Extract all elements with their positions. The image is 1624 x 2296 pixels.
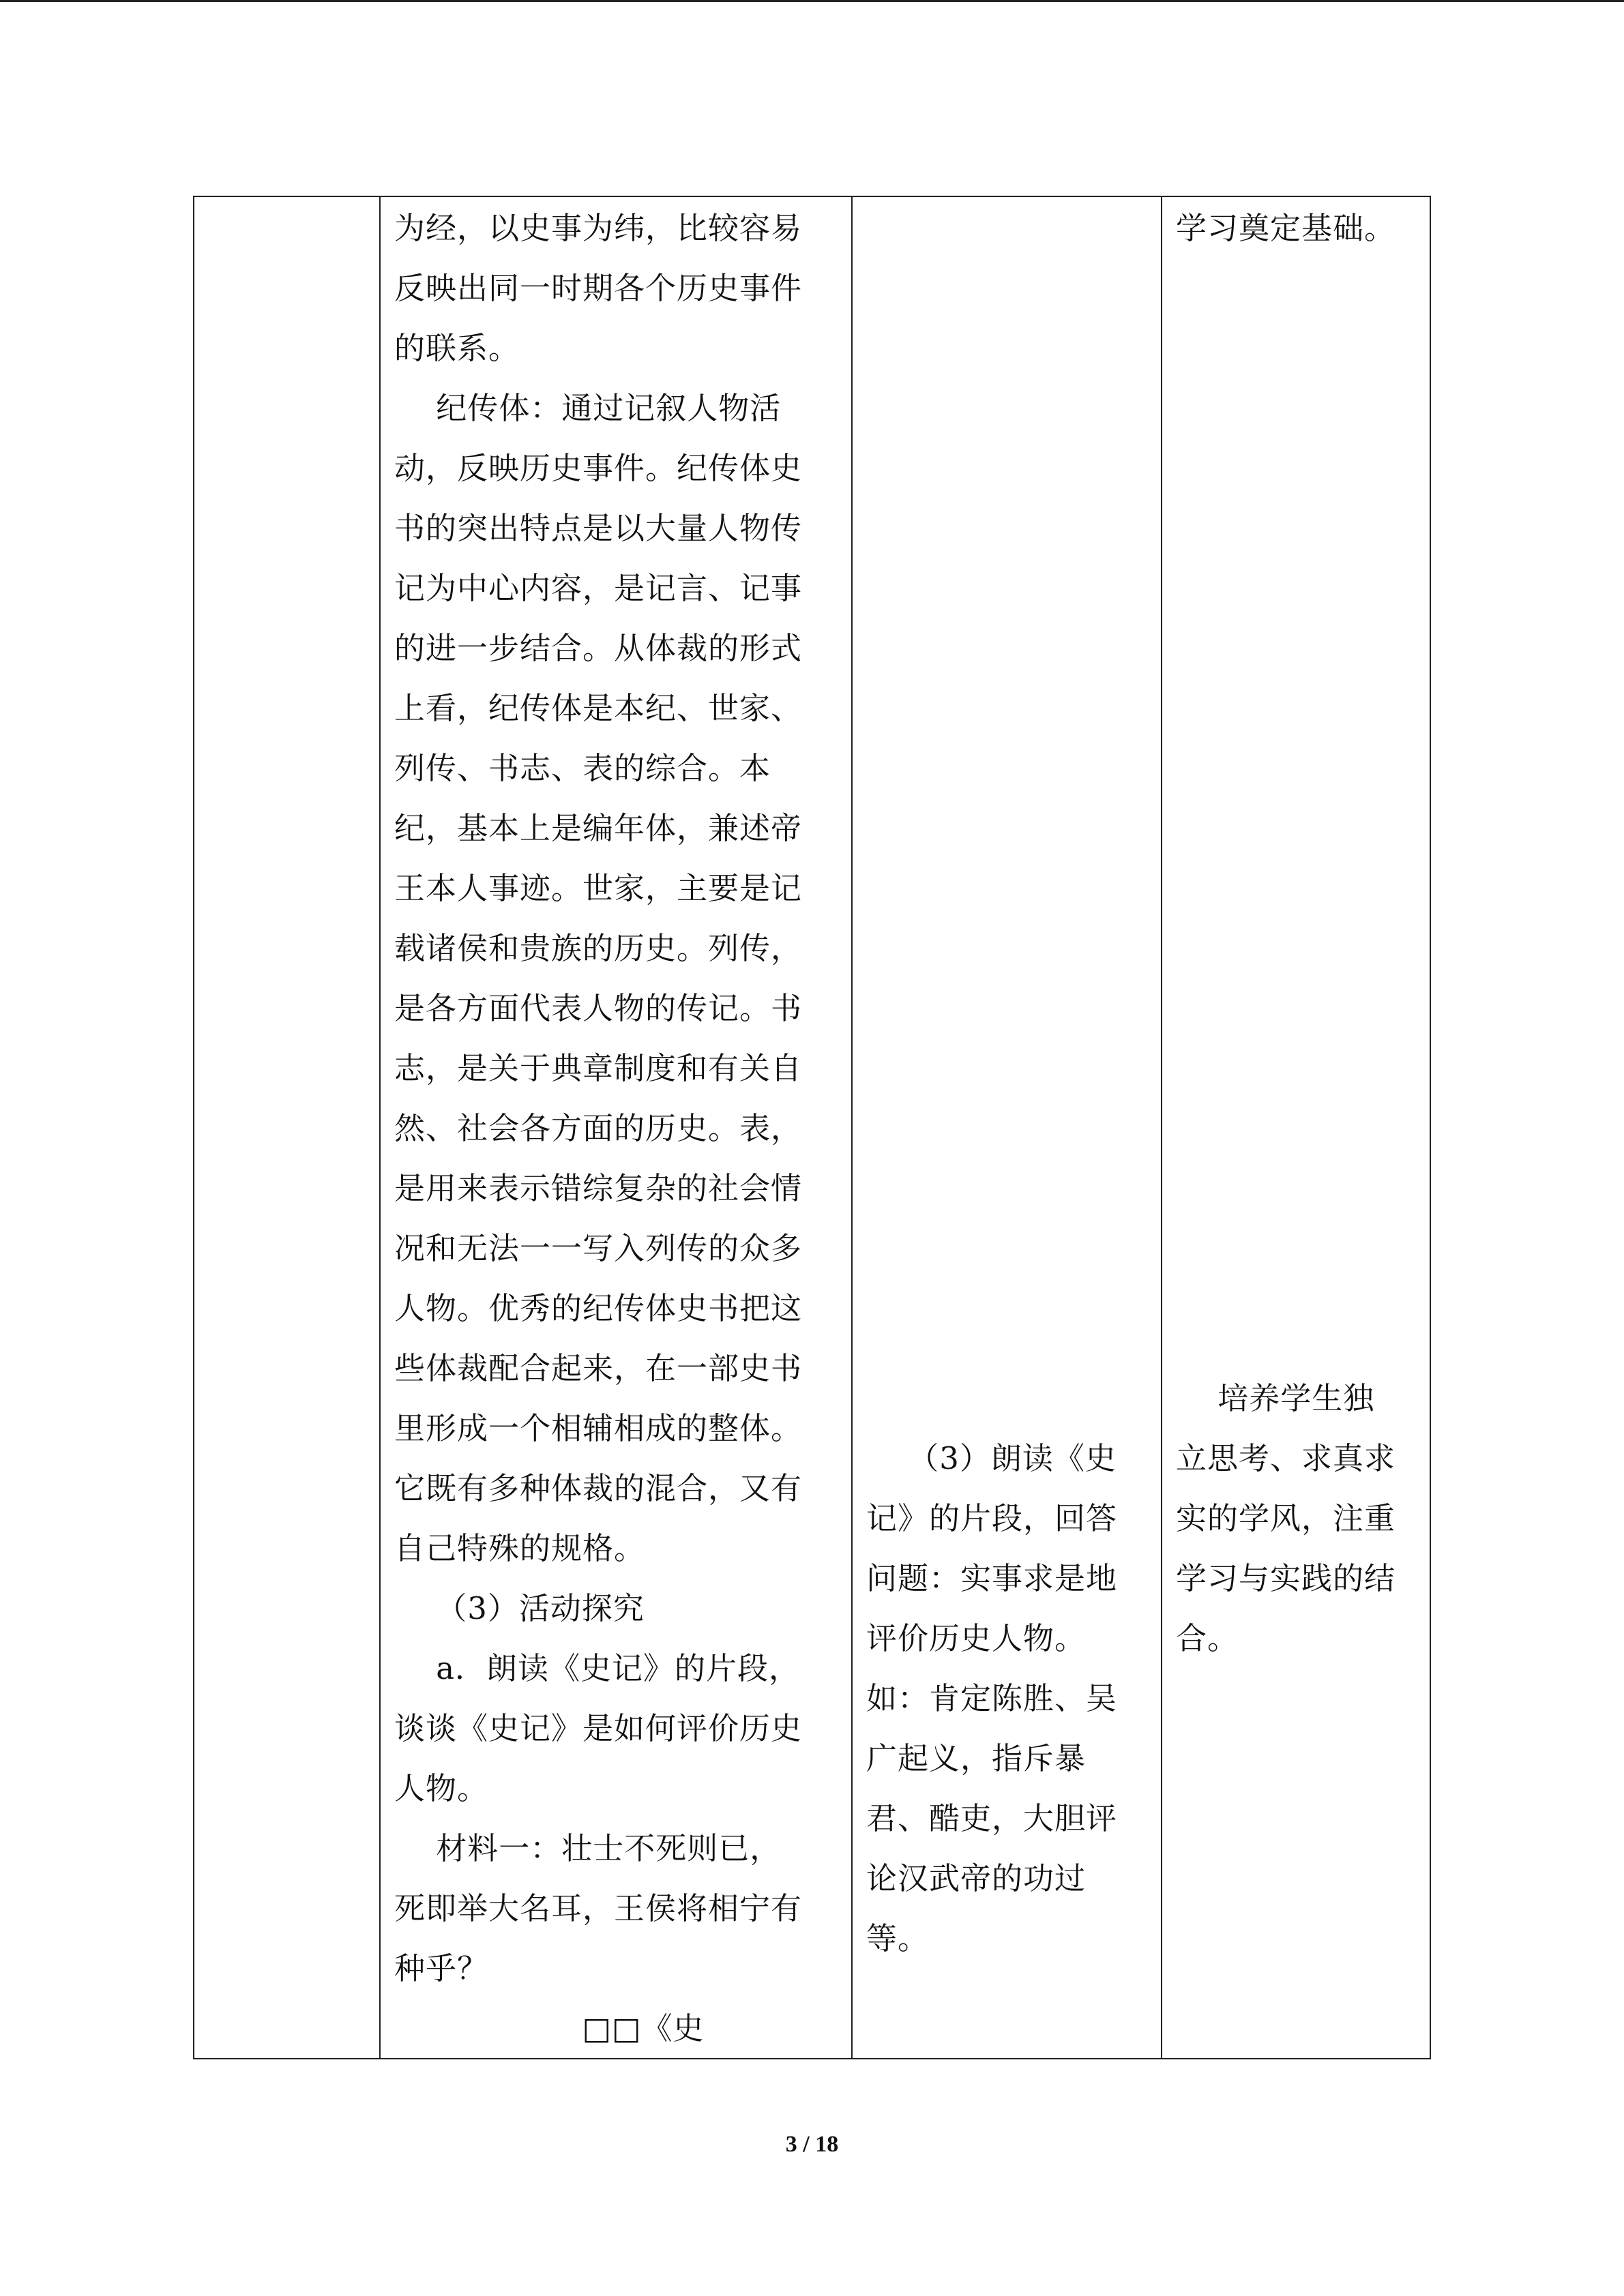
- teaching-content-line: 记为中心内容，是记言、记事: [394, 570, 803, 606]
- teaching-content-line: 纪，基本上是编年体，兼述帝: [394, 810, 803, 846]
- teaching-content-line: 王本人事迹。世家，主要是记: [394, 870, 803, 906]
- top-border-line: [0, 0, 1624, 2]
- table-column-student-activity: [853, 197, 1162, 2058]
- design-intent-line: 合。: [1176, 1620, 1239, 1656]
- teaching-content-line: 动，反映历史事件。纪传体史: [394, 450, 803, 486]
- teaching-content-line: 的进一步结合。从体裁的形式: [394, 630, 803, 666]
- design-intent-top-text: 学习奠定基础。: [1176, 210, 1396, 246]
- design-intent-line: 学习与实践的结: [1176, 1560, 1396, 1596]
- student-activity-line: 如：肯定陈胜、吴: [866, 1680, 1118, 1716]
- teaching-content-line: 为经，以史事为纬，比较容易: [394, 210, 803, 246]
- teaching-content-line: 列传、书志、表的综合。本: [394, 750, 771, 786]
- teaching-content-line: a．朗读《史记》的片段，: [394, 1650, 801, 1686]
- student-activity-line: 论汉武帝的功过: [866, 1860, 1087, 1896]
- teaching-content-line: 它既有多种体裁的混合，又有: [394, 1470, 803, 1506]
- table-column-stage: [194, 197, 381, 2058]
- teaching-content-line: 材料一：壮士不死则已，: [394, 1830, 782, 1866]
- student-activity-line: （3）朗读《史: [866, 1440, 1117, 1476]
- student-activity-line: 广起义，指斥暴: [866, 1740, 1087, 1776]
- teaching-content-line: 些体裁配合起来，在一部史书: [394, 1350, 803, 1386]
- teaching-content-line: 种乎？: [394, 1950, 489, 1986]
- design-intent-line: 实的学风，注重: [1176, 1500, 1396, 1536]
- teaching-content-line: （3）活动探究: [394, 1590, 645, 1626]
- teaching-content-line: 死即举大名耳，王侯将相宁有: [394, 1890, 803, 1926]
- teaching-content-line: 自己特殊的规格。: [394, 1530, 646, 1566]
- teaching-content-line: □□《史: [394, 2010, 705, 2046]
- teaching-content-line: 人物。优秀的纪传体史书把这: [394, 1290, 803, 1326]
- design-intent-line: 立思考、求真求: [1176, 1440, 1396, 1476]
- design-intent-line: 培养学生独: [1176, 1380, 1375, 1416]
- student-activity-line: 君、酷吏，大胆评: [866, 1800, 1118, 1836]
- teaching-content-line: 纪传体：通过记叙人物活: [394, 390, 782, 426]
- teaching-content-line: 上看，纪传体是本纪、世家、: [394, 690, 803, 726]
- lesson-plan-table: [193, 196, 1431, 2059]
- page-number: 3 / 18: [785, 2132, 839, 2157]
- design-intent-text: [1176, 1369, 1396, 1669]
- table-column-teaching-content: [381, 197, 853, 2058]
- teaching-content-line: 人物。: [394, 1770, 489, 1806]
- teaching-content-line: 是用来表示错综复杂的社会情: [394, 1170, 803, 1206]
- teaching-content-line: 反映出同一时期各个历史事件: [394, 270, 803, 306]
- table-column-design-intent: [1162, 197, 1432, 2058]
- student-activity-text: [866, 1429, 1117, 1969]
- teaching-content-line: 然、社会各方面的历史。表，: [394, 1110, 803, 1146]
- student-activity-line: 等。: [866, 1920, 930, 1956]
- teaching-content-line: 载诸侯和贵族的历史。列传，: [394, 930, 803, 966]
- teaching-content-line: 书的突出特点是以大量人物传: [394, 510, 803, 546]
- teaching-content-line: 的联系。: [394, 330, 520, 366]
- student-activity-line: 问题：实事求是地: [866, 1560, 1118, 1596]
- teaching-content-line: 志，是关于典章制度和有关自: [394, 1050, 803, 1086]
- teaching-content-line: 况和无法一一写入列传的众多: [394, 1230, 803, 1266]
- student-activity-line: 评价历史人物。: [866, 1620, 1087, 1656]
- teaching-content-text: [394, 198, 802, 2059]
- teaching-content-line: 谈谈《史记》是如何评价历史: [394, 1710, 803, 1746]
- student-activity-line: 记》的片段，回答: [866, 1500, 1118, 1536]
- teaching-content-line: 里形成一个相辅相成的整体。: [394, 1410, 803, 1446]
- teaching-content-line: 是各方面代表人物的传记。书: [394, 990, 803, 1026]
